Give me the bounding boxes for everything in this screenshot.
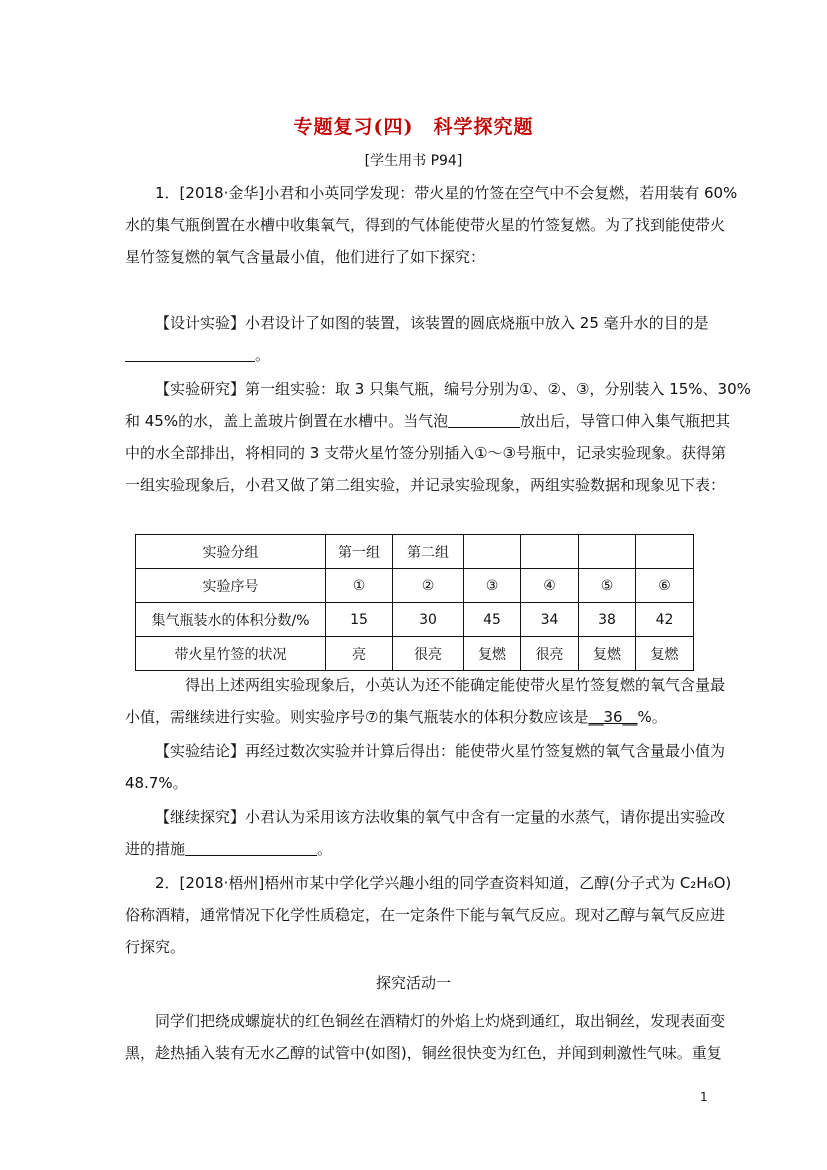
page-number: 1	[700, 1090, 708, 1104]
q1-line-2: 水的集气瓶倒置在水槽中收集氧气，得到的气体能使带火星的竹签复燃。为了找到能使带火	[125, 216, 726, 234]
experiment-data-table	[135, 534, 694, 671]
table-cell	[464, 535, 521, 569]
table-cell	[636, 535, 694, 569]
table-cell: 实验分组	[136, 535, 326, 569]
table-cell: 集气瓶装水的体积分数/%	[136, 603, 326, 637]
follow-up-line-2	[125, 702, 715, 732]
research-line-1: 【实验研究】第一组实验：取 3 只集气瓶，编号分别为①、②、③，分别装入 15%、30%	[155, 380, 751, 398]
table-cell: ④	[521, 569, 579, 603]
table-cell: ③	[464, 569, 521, 603]
conclusion-line-1: 【实验结论】再经过数次实验并计算后得出：能使带火星竹签复燃的氧气含量最小值为	[155, 742, 726, 760]
design-experiment-line-2	[125, 340, 715, 370]
period: 。	[255, 346, 271, 364]
follow-up-line-2-start: 小值，需继续进行实验。则实验序号⑦的集气瓶装水的体积分数应该是	[125, 708, 589, 726]
further-inquiry-line-2	[125, 834, 715, 864]
period: 。	[317, 840, 333, 858]
q2-line-1: 2．[2018·梧州]梧州市某中学化学兴趣小组的同学查资料知道，乙醇(分子式为 C₂H₆O)	[155, 874, 732, 892]
section-title: 探究活动一	[375, 974, 451, 992]
table-cell: 第二组	[393, 535, 464, 569]
q1-line-1: 1．[2018·金华]小君和小英同学发现：带火星的竹签在空气中不会复燃，若用装有 60%	[155, 184, 738, 202]
table-cell: ①	[326, 569, 393, 603]
table-row	[136, 603, 694, 637]
table-cell: 很亮	[521, 637, 579, 671]
table-cell: 38	[579, 603, 636, 637]
q2-line-2: 俗称酒精，通常情况下化学性质稳定，在一定条件下能与氧气反应。现对乙醇与氧气反应进	[125, 906, 726, 924]
answer-blank[interactable]	[448, 411, 520, 428]
research-line-3: 中的水全部排出，将相同的 3 支带火星竹签分别插入①～③号瓶中，记录实验现象。获得第	[125, 444, 726, 462]
table-cell: 45	[464, 603, 521, 637]
table-cell: 34	[521, 603, 579, 637]
table-cell: 实验序号	[136, 569, 326, 603]
further-inquiry-line-1: 【继续探究】小君认为采用该方法收集的氧气中含有一定量的水蒸气，请你提出实验改	[155, 808, 726, 826]
table-cell: 30	[393, 603, 464, 637]
design-experiment-line-1: 【设计实验】小君设计了如图的装置，该装置的圆底烧瓶中放入 25 毫升水的目的是	[155, 314, 709, 332]
conclusion-line-2: 48.7%。	[125, 774, 188, 792]
research-line-4: 一组实验现象后，小君又做了第二组实验，并记录实验现象，两组实验数据和现象见下表：	[125, 476, 726, 494]
page-title: 专题复习(四) 科学探究题	[293, 116, 534, 138]
answer-blank[interactable]	[125, 345, 255, 362]
table-cell: 15	[326, 603, 393, 637]
follow-up-line-2-end: %。	[637, 708, 667, 726]
table-cell	[579, 535, 636, 569]
activity-line-1: 同学们把绕成螺旋状的红色铜丝在酒精灯的外焰上灼烧到通红，取出铜丝，发现表面变	[155, 1012, 726, 1030]
filled-answer: __36__	[588, 708, 638, 726]
table-row	[136, 569, 694, 603]
table-row	[136, 535, 694, 569]
research-line-2-start: 和 45%的水，盖上盖玻片倒置在水槽中。当气泡	[125, 412, 449, 430]
further-inquiry-line-2-start: 进的措施	[125, 840, 186, 858]
table-cell: ⑤	[579, 569, 636, 603]
table-cell: 复燃	[464, 637, 521, 671]
table-cell: 复燃	[636, 637, 694, 671]
answer-blank[interactable]	[185, 839, 317, 856]
table-cell: ②	[393, 569, 464, 603]
table-cell: 很亮	[393, 637, 464, 671]
table-row	[136, 637, 694, 671]
table-cell: 带火星竹签的状况	[136, 637, 326, 671]
table-cell: 42	[636, 603, 694, 637]
table-cell	[521, 535, 579, 569]
activity-line-2: 黑，趁热插入装有无水乙醇的试管中(如图)，铜丝很快变为红色，并闻到刺激性气味。重复	[125, 1044, 722, 1062]
table-cell: ⑥	[636, 569, 694, 603]
follow-up-line-1: 得出上述两组实验现象后，小英认为还不能确定能使带火星竹签复燃的氧气含量最	[185, 676, 726, 694]
research-line-2	[125, 406, 731, 436]
table-cell: 亮	[326, 637, 393, 671]
q1-line-3: 星竹签复燃的氧气含量最小值，他们进行了如下探究：	[125, 248, 486, 266]
table-cell: 复燃	[579, 637, 636, 671]
table-cell: 第一组	[326, 535, 393, 569]
textbook-reference: [学生用书 P94]	[364, 153, 463, 169]
q2-line-3: 行探究。	[125, 938, 186, 956]
research-line-2-end: 放出后，导管口伸入集气瓶把其	[520, 412, 731, 430]
